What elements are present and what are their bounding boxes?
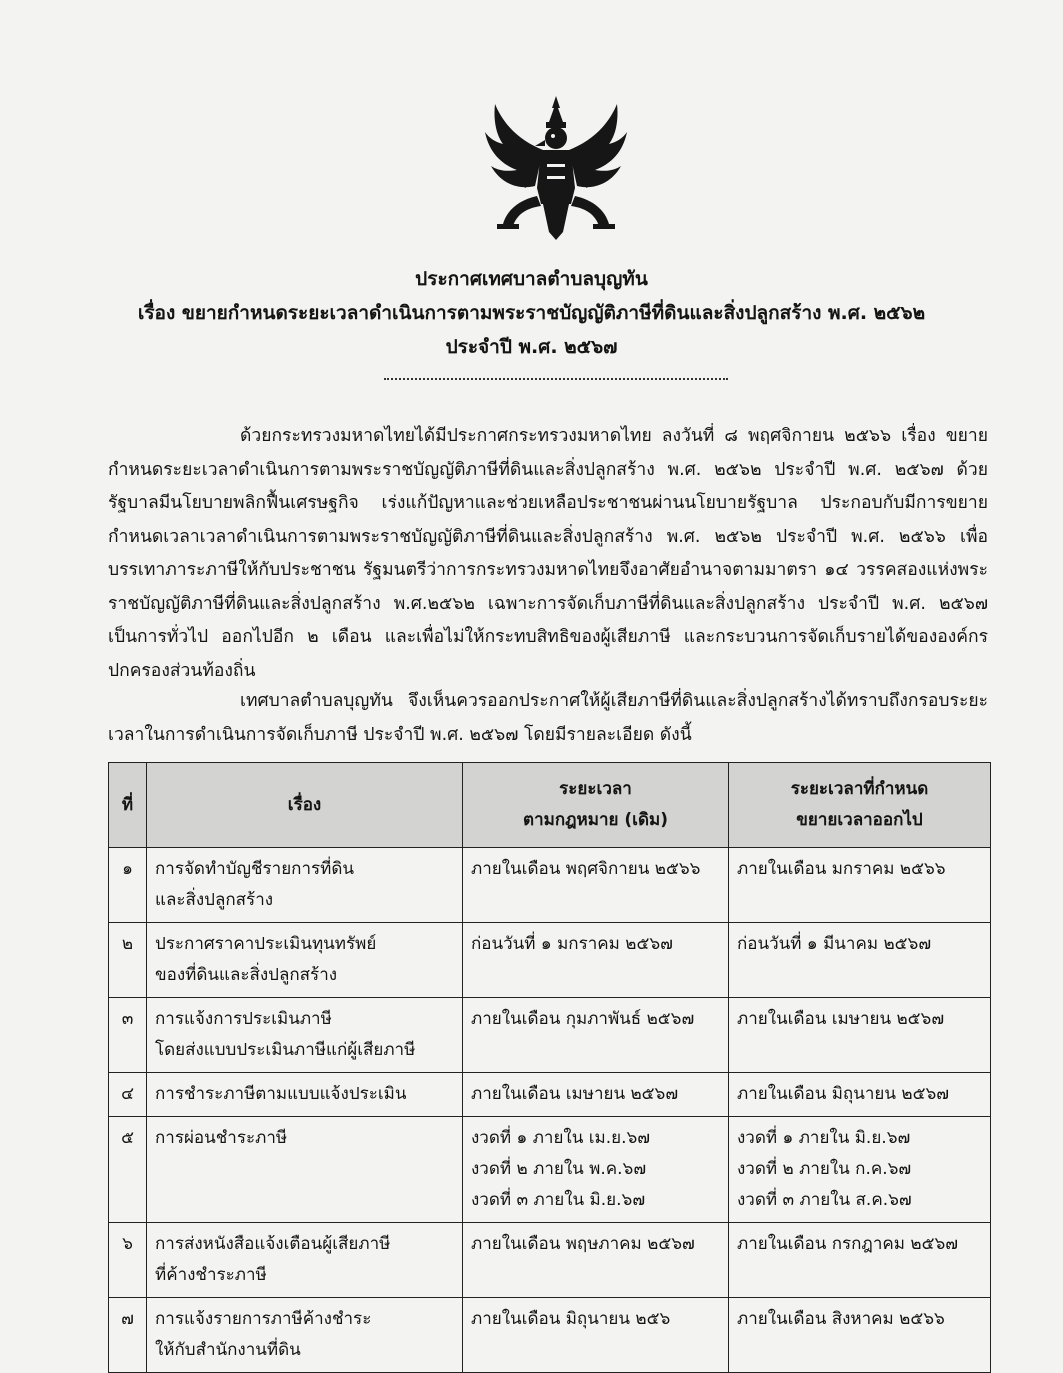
row-legal-period [463,1117,729,1223]
row-subject-line: ที่ค้างชำระภาษี [155,1265,267,1285]
row-extended-period-line: ภายในเดือน เมษายน ๒๕๖๗ [737,1009,945,1029]
row-legal-period [463,1073,729,1117]
dotted-divider [384,378,728,380]
header-legal-period [463,763,729,848]
row-extended-period [729,848,991,923]
row-extended-period [729,1117,991,1223]
row-legal-period [463,998,729,1073]
row-legal-period-line: ภายในเดือน กุมภาพันธ์ ๒๕๖๗ [471,1009,695,1029]
header-extended-period [729,763,991,848]
row-extended-period [729,1223,991,1298]
row-legal-period [463,1298,729,1373]
row-extended-period [729,1073,991,1117]
row-extended-period-line: ภายในเดือน มิถุนายน ๒๕๖๗ [737,1084,950,1104]
row-legal-period-line: ภายในเดือน มิถุนายน ๒๕๖ [471,1309,671,1329]
row-legal-period-line: งวดที่ ๓ ภายใน มิ.ย.๖๗ [471,1190,646,1210]
table-row [109,1073,991,1117]
row-number: ๒ [109,923,147,998]
row-legal-period-line: ก่อนวันที่ ๑ มกราคม ๒๕๖๗ [471,934,673,954]
row-extended-period-line: งวดที่ ๑ ภายใน มิ.ย.๖๗ [737,1128,911,1148]
row-legal-period [463,848,729,923]
header-subject: เรื่อง [147,763,463,848]
body-paragraph-1: ด้วยกระทรวงมหาดไทยได้มีประกาศกระทรวงมหาดไทย ลงวันที่ ๘ พฤศจิกายน ๒๕๖๖ เรื่อง ขยายกำหนดระยะเวลาดำเนินการตามพระราชบัญญัติภาษีที่ดินและสิ่งปลูกสร้าง พ.ศ. ๒๕๖๒ ประจำปี พ.ศ. ๒๕๖๗ ด้วยรัฐบาลมีนโยบายพลิกฟื้นเศรษฐกิจ เร่งแก้ปัญหาและช่วยเหลือประชาชนผ่านนโยบายรัฐบาล ประกอบกับมีการขยายกำหนดเวลาเวลาดำเนินการตามพระราชบัญญัติภาษีที่ดินและสิ่งปลูกสร้าง พ.ศ. ๒๕๖๒ ประจำปี พ.ศ. ๒๕๖๖ เพื่อบรรเทาภาระภาษีให้กับประชาชน รัฐมนตรีว่าการกระทรวงมหาดไทยจึงอาศัยอำนาจตามมาตรา ๑๔ วรรคสองแห่งพระราชบัญญัติภาษีที่ดินและสิ่งปลูกสร้าง พ.ศ.๒๕๖๒ เฉพาะการจัดเก็บภาษีที่ดินและสิ่งปลูกสร้าง ประจำปี พ.ศ. ๒๕๖๗ เป็นการทั่วไป ออกไปอีก ๒ เดือน และเพื่อไม่ให้กระทบสิทธิของผู้เสียภาษี และกระบวนการจัดเก็บรายได้ขององค์กรปกครองส่วนท้องถิ่น [108,426,988,681]
row-subject-line: และสิ่งปลูกสร้าง [155,890,274,910]
row-number: ๓ [109,998,147,1073]
row-subject [147,1073,463,1117]
row-subject [147,1298,463,1373]
row-extended-period-line: ภายในเดือน กรกฎาคม ๒๕๖๗ [737,1234,959,1254]
row-subject-line: การแจ้งรายการภาษีค้างชำระ [155,1309,372,1329]
row-legal-period-line: ภายในเดือน พฤษภาคม ๒๕๖๗ [471,1234,695,1254]
row-legal-period-line: ภายในเดือน พฤศจิกายน ๒๕๖๖ [471,859,701,879]
row-subject [147,848,463,923]
row-extended-period-line: ก่อนวันที่ ๑ มีนาคม ๒๕๖๗ [737,934,932,954]
header-extended-line-1: ระยะเวลาที่กำหนด [790,779,929,799]
row-subject [147,1223,463,1298]
row-legal-period [463,1223,729,1298]
table-body [109,848,991,1373]
table-row [109,848,991,923]
table-row [109,1117,991,1223]
row-subject [147,1117,463,1223]
table-row [109,1223,991,1298]
row-number: ๗ [109,1298,147,1373]
schedule-table [108,762,991,1373]
garuda-emblem-icon [483,92,629,242]
row-subject-line: การผ่อนชำระภาษี [155,1128,288,1148]
row-subject-line: โดยส่งแบบประเมินภาษีแก่ผู้เสียภาษี [155,1040,416,1060]
announcement-title-block [0,262,1063,364]
row-extended-period [729,998,991,1073]
row-subject [147,923,463,998]
announcement-year: ประจำปี พ.ศ. ๒๕๖๗ [445,336,618,358]
table-row [109,998,991,1073]
row-number: ๑ [109,848,147,923]
row-subject-line: การแจ้งการประเมินภาษี [155,1009,332,1029]
header-extended-line-2: ขยายเวลาออกไป [796,810,923,830]
body-paragraph-2: เทศบาลตำบลบุญทัน จึงเห็นควรออกประกาศให้ผู้เสียภาษีที่ดินและสิ่งปลูกสร้างได้ทราบถึงกรอบระยะเวลาในการดำเนินการจัดเก็บภาษี ประจำปี พ.ศ. ๒๕๖๗ โดยมีรายละเอียด ดังนี้ [108,691,988,745]
row-subject-line: ของที่ดินและสิ่งปลูกสร้าง [155,965,338,985]
row-subject [147,998,463,1073]
row-extended-period [729,1298,991,1373]
table-header-row [109,763,991,848]
row-legal-period [463,923,729,998]
row-legal-period-line: ภายในเดือน เมษายน ๒๕๖๗ [471,1084,679,1104]
announcement-title: ประกาศเทศบาลตำบลบุญทัน [415,268,648,290]
header-legal-line-1: ระยะเวลา [559,779,632,799]
row-legal-period-line: งวดที่ ๑ ภายใน เม.ย.๖๗ [471,1128,651,1148]
row-legal-period-line: งวดที่ ๒ ภายใน พ.ค.๖๗ [471,1159,647,1179]
row-extended-period-line: งวดที่ ๓ ภายใน ส.ค.๖๗ [737,1190,912,1210]
table-row [109,923,991,998]
row-extended-period-line: งวดที่ ๒ ภายใน ก.ค.๖๗ [737,1159,912,1179]
header-no: ที่ [109,763,147,848]
announcement-subject: เรื่อง ขยายกำหนดระยะเวลาดำเนินการตามพระราชบัญญัติภาษีที่ดินและสิ่งปลูกสร้าง พ.ศ. ๒๕๖๒ [137,302,926,324]
row-subject-line: การส่งหนังสือแจ้งเตือนผู้เสียภาษี [155,1234,391,1254]
row-number: ๔ [109,1073,147,1117]
table-row [109,1298,991,1373]
row-number: ๕ [109,1117,147,1223]
row-subject-line: การจัดทำบัญชีรายการที่ดิน [155,859,355,879]
header-legal-line-2: ตามกฎหมาย (เดิม) [523,810,668,830]
row-extended-period [729,923,991,998]
row-extended-period-line: ภายในเดือน มกราคม ๒๕๖๖ [737,859,946,879]
row-subject-line: ให้กับสำนักงานที่ดิน [155,1340,301,1360]
row-number: ๖ [109,1223,147,1298]
row-extended-period-line: ภายในเดือน สิงหาคม ๒๕๖๖ [737,1309,945,1329]
row-subject-line: ประกาศราคาประเมินทุนทรัพย์ [155,934,377,954]
row-subject-line: การชำระภาษีตามแบบแจ้งประเมิน [155,1084,407,1104]
